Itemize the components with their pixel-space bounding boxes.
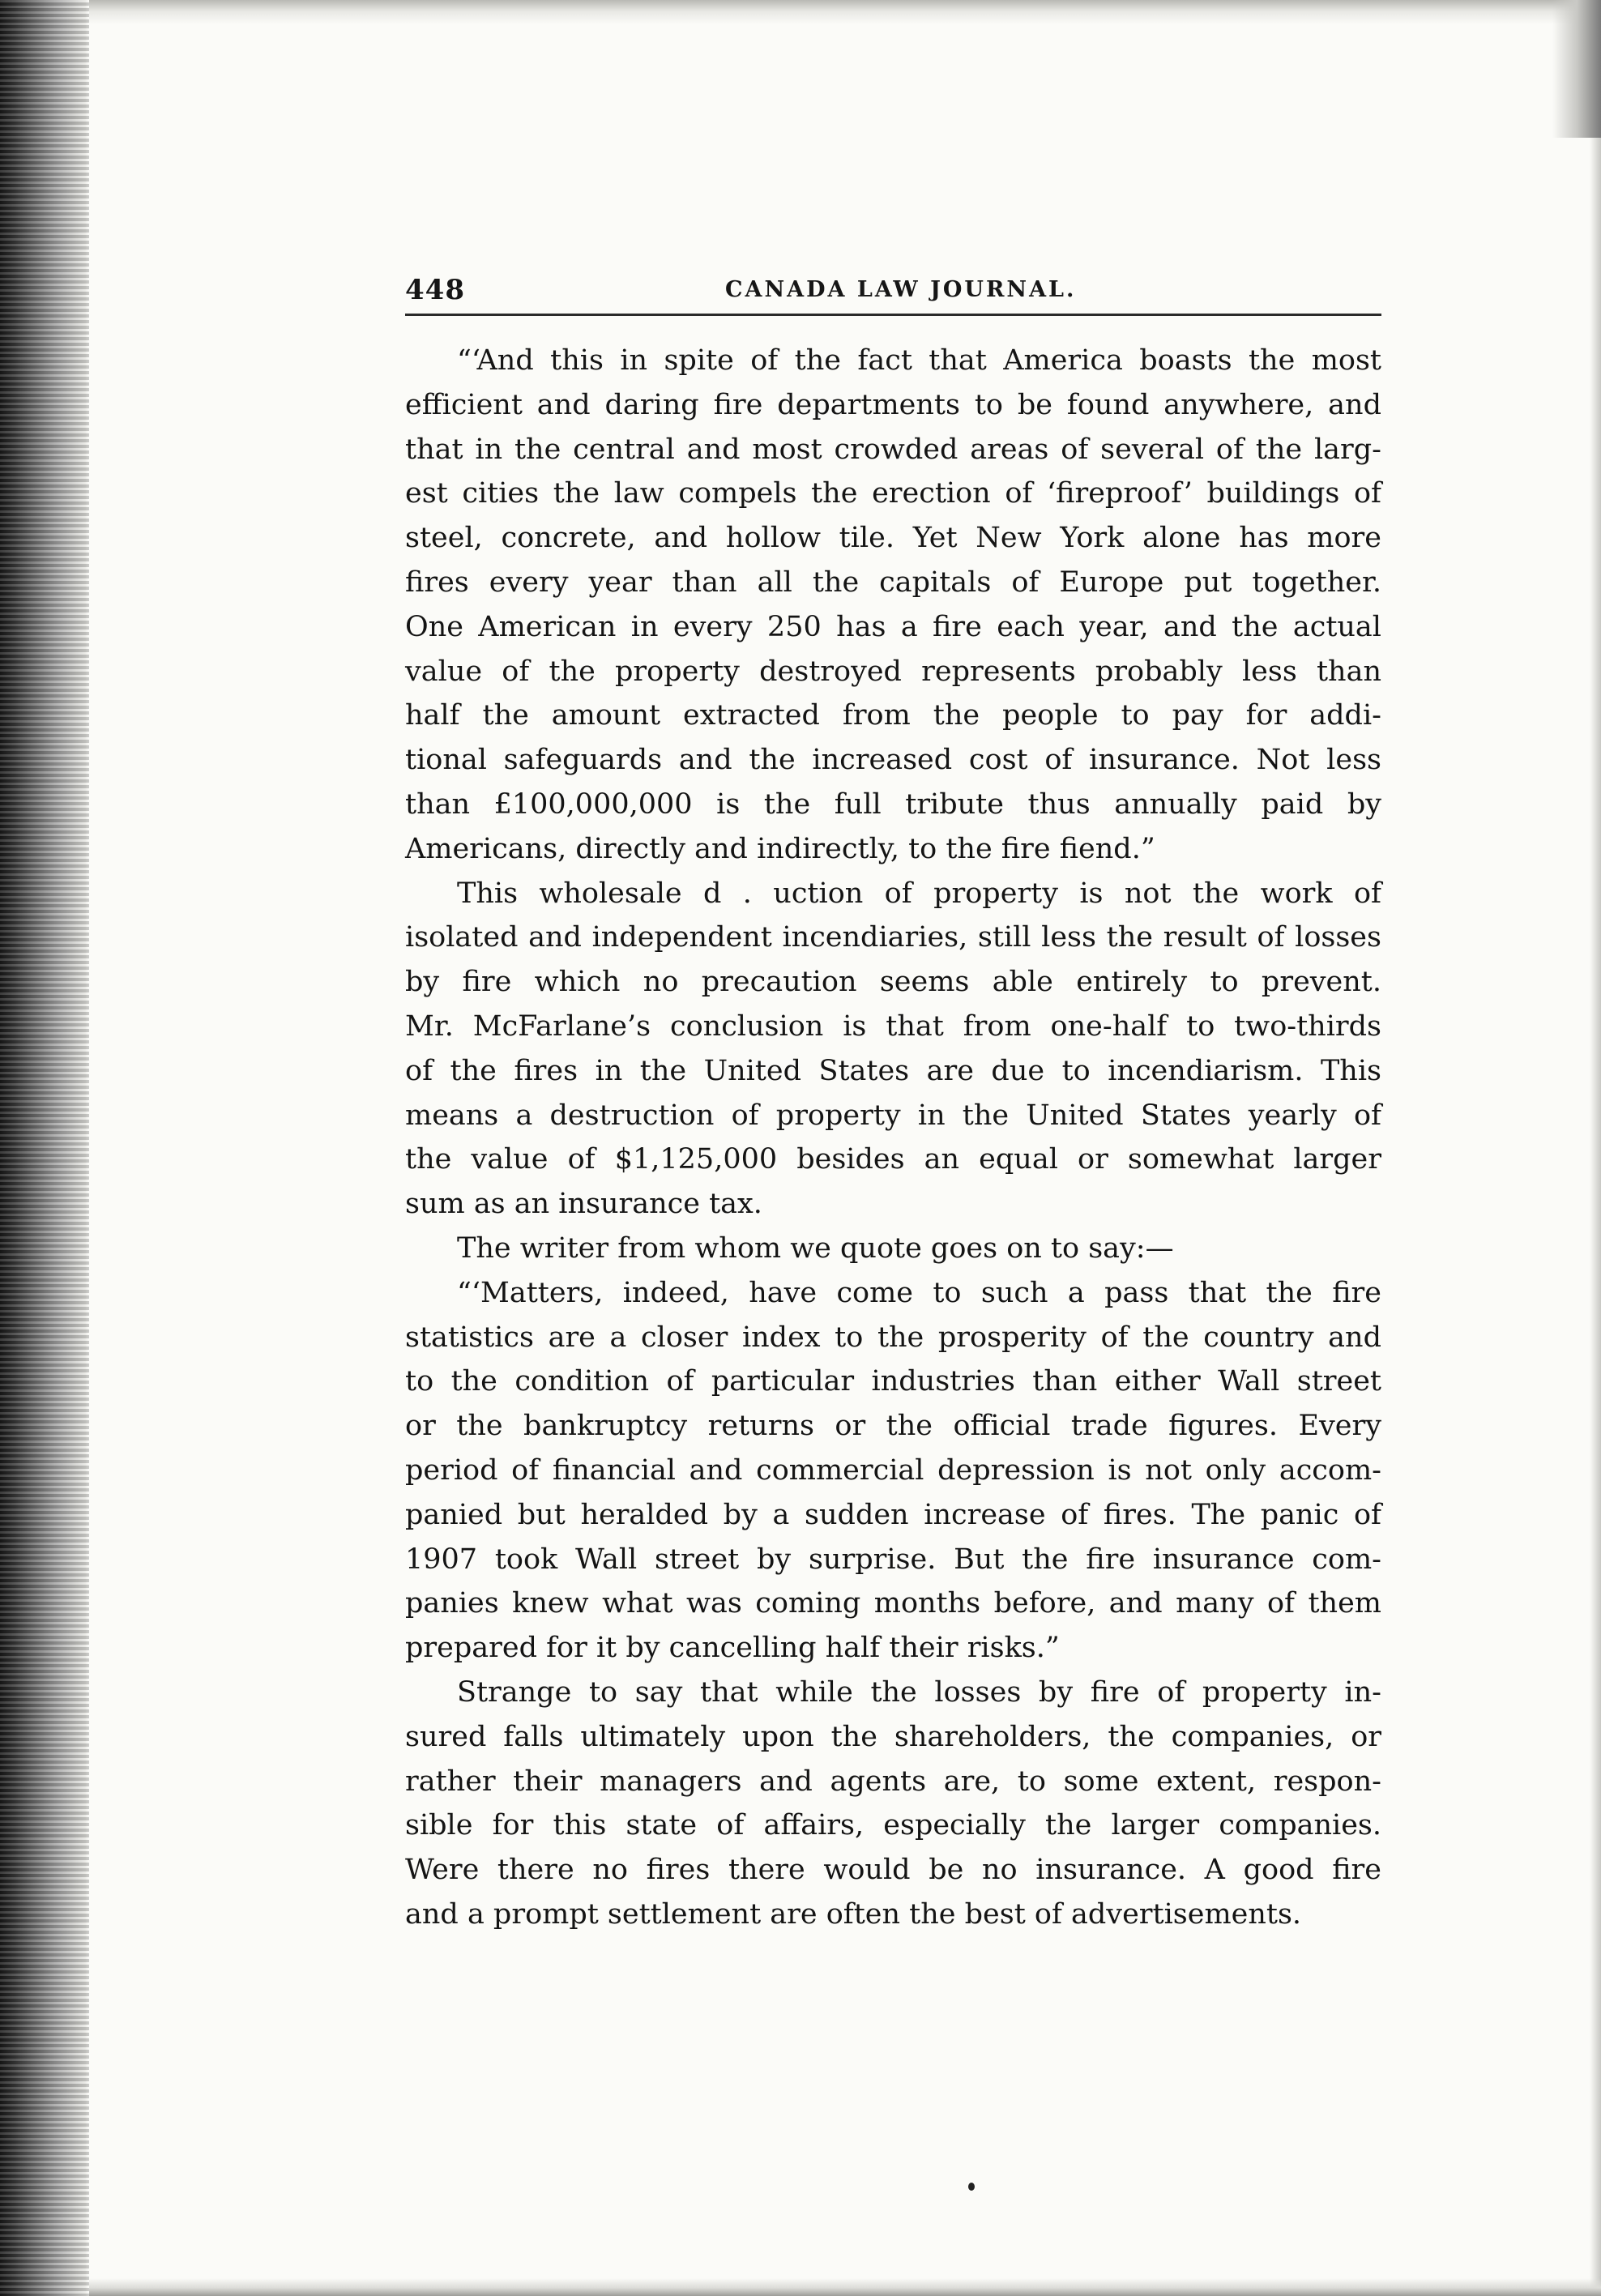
text-line: fires every year than all the capitals of Europe put together. <box>405 565 1381 599</box>
text-line: statistics are a closer index to the prosperity of the country and <box>405 1321 1381 1354</box>
text-line: steel, concrete, and hollow tile. Yet New York alone has more <box>405 522 1381 555</box>
text-line: prepared for it by cancelling half their risks.” <box>405 1632 1060 1665</box>
text-line: that in the central and most crowded areas of several of the larg- <box>405 433 1381 466</box>
text-line: and a prompt settlement are often the best of advertisements. <box>405 1897 1302 1931</box>
text-line: or the bankruptcy returns or the official trade figures. Every <box>405 1410 1381 1443</box>
right-page-edge <box>1590 138 1601 2296</box>
text-line: est cities the law compels the erection of ‘fireproof’ buildings of <box>405 477 1381 510</box>
ink-speck <box>968 2183 975 2191</box>
header-rule <box>405 314 1381 316</box>
top-page-edge <box>89 0 1601 24</box>
text-line: than £100,000,000 is the full tribute thus annually paid by <box>405 787 1381 821</box>
paragraph <box>405 1271 1381 1671</box>
text-line: means a destruction of property in the United States yearly of <box>405 1099 1381 1132</box>
text-line: half the amount extracted from the people to pay for addi- <box>405 699 1381 732</box>
paragraph <box>405 1671 1381 1937</box>
text-line: tional safeguards and the increased cost of insurance. Not less <box>405 744 1381 777</box>
running-head: CANADA LAW JOURNAL. <box>725 277 1077 302</box>
text-line: isolated and independent incendiaries, still less the result of losses <box>405 921 1381 954</box>
body-text <box>405 339 1381 1937</box>
page-header <box>405 274 1381 314</box>
text-line: The writer from whom we quote goes on to say:— <box>457 1231 1174 1265</box>
text-line: Mr. McFarlane’s conclusion is that from one-half to two-thirds <box>405 1009 1381 1043</box>
text-line: by fire which no precaution seems able entirely to prevent. <box>405 966 1381 999</box>
text-line: Americans, directly and indirectly, to the fire fiend.” <box>405 832 1155 865</box>
text-line: “‘And this in spite of the fact that America boasts the most <box>457 344 1381 377</box>
text-line: This wholesale d . uction of property is not the work of <box>457 877 1381 910</box>
top-right-corner-shadow <box>1552 0 1601 138</box>
text-line: efficient and daring fire departments to be found anywhere, and <box>405 388 1381 421</box>
text-line: panied but heralded by a sudden increase of fires. The panic of <box>405 1498 1381 1531</box>
text-line: sured falls ultimately upon the shareholders, the companies, or <box>405 1720 1381 1753</box>
text-line: period of financial and commercial depression is not only accom- <box>405 1453 1381 1487</box>
text-line: Strange to say that while the losses by fire of property in- <box>457 1675 1381 1709</box>
page-number: 448 <box>405 274 465 306</box>
paragraph <box>405 1227 1381 1271</box>
paragraph <box>405 339 1381 872</box>
text-line: sible for this state of affairs, especially the larger companies. <box>405 1809 1381 1842</box>
text-line: sum as an insurance tax. <box>405 1188 762 1221</box>
text-line: Were there no fires there would be no insurance. A good fire <box>405 1854 1381 1887</box>
text-line: 1907 took Wall street by surprise. But the fire insurance com- <box>405 1543 1381 1576</box>
text-line: of the fires in the United States are due to incendiarism. This <box>405 1054 1381 1087</box>
binding-edge <box>0 0 89 2296</box>
text-line: panies knew what was coming months before, and many of them <box>405 1587 1381 1620</box>
text-line: to the condition of particular industries than either Wall street <box>405 1365 1381 1398</box>
text-line: rather their managers and agents are, to some extent, respon- <box>405 1765 1381 1798</box>
text-line: One American in every 250 has a fire each year, and the actual <box>405 610 1381 643</box>
text-line: the value of $1,125,000 besides an equal or somewhat larger <box>405 1143 1381 1176</box>
bottom-page-edge <box>89 2278 1601 2296</box>
text-line: “‘Matters, indeed, have come to such a pass that the fire <box>457 1276 1381 1309</box>
text-line: value of the property destroyed represents probably less than <box>405 655 1381 688</box>
paragraph <box>405 872 1381 1227</box>
